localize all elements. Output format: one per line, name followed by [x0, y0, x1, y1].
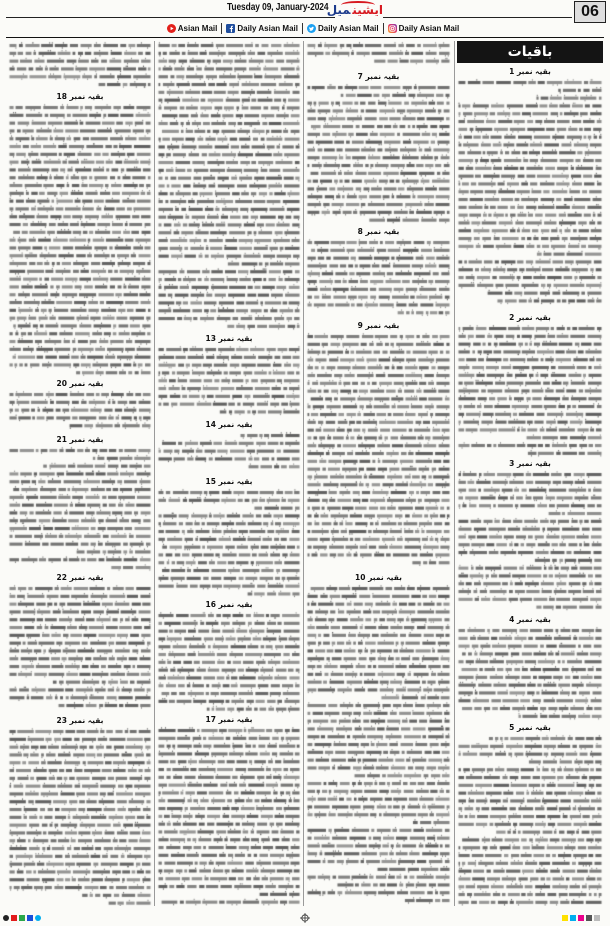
color-swatch	[19, 915, 25, 921]
continuation-label: بقیہ نمبر 16	[205, 600, 253, 609]
continuation-label: بقیہ نمبر 22	[56, 573, 104, 582]
logo-word-2: میل	[326, 3, 351, 17]
social-facebook	[221, 23, 302, 34]
continuation-label: بقیہ نمبر 4	[509, 615, 551, 624]
instagram-icon	[388, 24, 397, 33]
newspaper-logo	[326, 0, 383, 22]
registration-swatches-left	[3, 915, 41, 921]
continuation-label: بقیہ نمبر 5	[509, 723, 551, 732]
continuation-label: بقیہ نمبر 18	[56, 92, 104, 101]
continuation-label: بقیہ نمبر 20	[56, 379, 104, 388]
color-swatch	[570, 915, 576, 921]
continuation-label: بقیہ نمبر 21	[56, 435, 104, 444]
social-label: Daily Asian Mail	[398, 23, 460, 33]
color-swatch	[27, 915, 33, 921]
column-3	[306, 41, 451, 906]
continuation-label: بقیہ نمبر 23	[56, 716, 104, 725]
color-swatch	[3, 915, 9, 921]
facebook-icon	[226, 24, 235, 33]
color-swatch	[562, 915, 568, 921]
color-swatch	[578, 915, 584, 921]
continuation-label: بقیہ نمبر 17	[205, 715, 253, 724]
color-swatch	[11, 915, 17, 921]
column-divider	[303, 41, 304, 906]
masthead-rule-top	[6, 17, 572, 18]
social-handles	[150, 21, 476, 35]
color-swatch	[594, 915, 600, 921]
continuation-label: بقیہ نمبر 2	[509, 313, 551, 322]
continuation-label: بقیہ نمبر 8	[357, 227, 400, 236]
column-1	[8, 41, 152, 906]
registration-swatches-right	[562, 915, 600, 921]
continuation-label: بقیہ نمبر 9	[357, 321, 400, 330]
continuation-label: بقیہ نمبر 1	[509, 67, 551, 76]
section-title: باقیات	[457, 41, 603, 63]
column-body-text	[457, 41, 603, 906]
youtube-icon	[167, 24, 176, 33]
social-label: Daily Asian Mail	[317, 23, 379, 33]
logo-word-1: ایشین	[352, 3, 383, 17]
page-number: 06	[574, 1, 606, 23]
issue-date: Tuesday 09, January-2024	[227, 2, 329, 13]
continuation-label: بقیہ نمبر 3	[509, 459, 551, 468]
social-label: Daily Asian Mail	[237, 23, 298, 33]
continuation-label: بقیہ نمبر 7	[357, 72, 400, 81]
column-body-text	[8, 41, 152, 906]
continuation-label: بقیہ نمبر 14	[205, 420, 253, 429]
continuation-label: بقیہ نمبر 15	[205, 477, 253, 486]
color-swatch	[35, 915, 41, 921]
column-body-text	[306, 41, 451, 906]
color-swatch	[586, 915, 592, 921]
column-2	[157, 41, 301, 906]
registration-crosshair-icon	[300, 913, 310, 923]
social-instagram	[383, 23, 464, 34]
social-label: Asian Mail	[177, 23, 218, 33]
column-divider	[454, 41, 455, 906]
twitter-icon	[307, 24, 316, 33]
column-4	[457, 41, 603, 906]
social-youtube	[163, 23, 222, 34]
social-twitter	[302, 23, 383, 34]
masthead-rule-bottom	[6, 37, 604, 38]
column-body-text	[157, 41, 301, 906]
continuation-label: بقیہ نمبر 13	[205, 334, 253, 343]
logo-swoosh	[341, 1, 375, 9]
column-divider	[154, 41, 155, 906]
continuation-label: بقیہ نمبر 10	[355, 573, 402, 582]
